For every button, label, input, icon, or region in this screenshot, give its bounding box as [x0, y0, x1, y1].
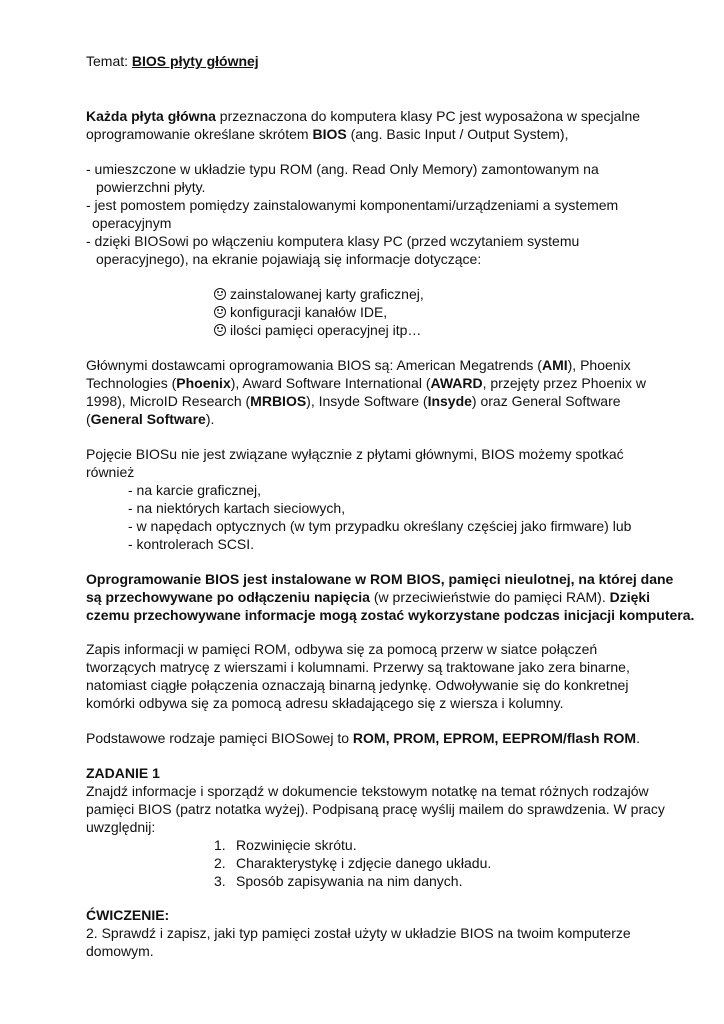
smiley-item [214, 321, 421, 339]
rom-line: tworzących matrycę z wierszami i kolumnami. Przerwy są traktowane jako zera binarne, [86, 659, 630, 675]
numbered-item: 3. Sposób zapisywania na nim danych. [214, 873, 463, 889]
smiley-item [214, 303, 387, 321]
vendors-line: Głównymi dostawcami oprogramowania BIOS są: American Megatrends (AMI), Phoenix [86, 357, 631, 373]
intro-bold: BIOS [312, 126, 347, 142]
rom-line: Zapis informacji w pamięci ROM, odbywa się za pomocą przerw w siatce połączeń [86, 641, 598, 657]
smiley-item [214, 285, 424, 303]
places-item: - kontrolerach SCSI. [128, 536, 255, 552]
rom-line: komórki odbywa się za pomocą adresu składającego się z wiersza i kolumny. [86, 695, 564, 711]
smiley-icon [214, 288, 226, 300]
types-line: Podstawowe rodzaje pamięci BIOSowej to ROM, PROM, EPROM, EEPROM/flash ROM. [86, 730, 640, 746]
smiley-icon [214, 306, 226, 318]
places-item: - na niektórych kartach sieciowych, [128, 500, 346, 516]
bullet-line: operacyjnego), na ekranie pojawiają się informacje dotyczące: [96, 251, 482, 267]
task-line: Znajdź informacje i sporządź w dokumencie tekstowym notatkę na temat różnych rodzajów [86, 783, 649, 799]
smiley-item-text: ilości pamięci operacyjnej itp… [230, 322, 422, 338]
smiley-item-text: konfiguracji kanałów IDE, [230, 304, 388, 320]
exercise-line: 2. Sprawdź i zapisz, jaki typ pamięci został użyty w układzie BIOS na twoim komputerze [86, 925, 631, 941]
task-line: pamięci BIOS (patrz notatka wyżej). Podpisaną pracę wyślij mailem do sprawdzenia. W pracy [86, 801, 665, 817]
topic-label: Temat: [86, 53, 129, 69]
smiley-icon [214, 324, 226, 336]
places-line: Pojęcie BIOSu nie jest związane wyłącznie z płytami głównymi, BIOS możemy spotkać [86, 446, 624, 462]
intro-text: przeznaczona do komputera klasy PC jest wyposażona w specjalne [215, 108, 641, 124]
exercise-heading: ĆWICZENIE: [86, 907, 170, 923]
task-line: uwzględnij: [86, 819, 156, 835]
intro-text: (ang. Basic Input / Output System), [346, 126, 569, 142]
install-line: czemu przechowywane informacje mogą zostać wykorzystane podczas inicjacji komputera. [86, 607, 695, 623]
install-line: są przechowywane po odłączeniu napięcia (w przeciwieństwie do pamięci RAM). Dzięki [86, 589, 651, 605]
places-item: - na karcie graficznej, [128, 482, 262, 498]
rom-line: natomiast ciągłe połączenia oznaczają binarną jedynkę. Odwoływanie się do konkretnej [86, 677, 629, 693]
bullet-line: operacyjnym [92, 215, 172, 231]
intro-line-2 [86, 125, 568, 143]
intro-bold: Każda płyta główna [86, 108, 216, 124]
bullet-line: - umieszczone w układzie typu ROM (ang. Read Only Memory) zamontowanym na [86, 161, 599, 177]
places-line: również [86, 464, 135, 480]
intro-text: oprogramowanie określane skrótem [86, 126, 313, 142]
vendors-line: 1998), MicroID Research (MRBIOS), Insyde Software (Insyde) oraz General Software [86, 393, 621, 409]
task-heading: ZADANIE 1 [86, 765, 160, 781]
smiley-item-text: zainstalowanej karty graficznej, [230, 286, 424, 302]
vendors-line: Technologies (Phoenix), Award Software International (AWARD, przejęty przez Phoenix w [86, 375, 647, 391]
topic-line [86, 52, 259, 70]
intro-line-1 [86, 107, 640, 125]
bullet-line: powierzchni płyty. [96, 179, 206, 195]
numbered-item: 2. Charakterystykę i zdjęcie danego układu. [214, 855, 492, 871]
exercise-line: domowym. [86, 943, 154, 959]
topic-title: BIOS płyty głównej [131, 53, 259, 69]
bullet-line: - jest pomostem pomiędzy zainstalowanymi komponentami/urządzeniami a systemem [86, 197, 619, 213]
install-line: Oprogramowanie BIOS jest instalowane w ROM BIOS, pamięci nieulotnej, na której dane [86, 571, 674, 587]
places-item: - w napędach optycznych (w tym przypadku określany częściej jako firmware) lub [128, 518, 632, 534]
vendors-line: (General Software). [86, 411, 215, 427]
numbered-item: 1. Rozwinięcie skrótu. [214, 837, 357, 853]
bullet-line: - dzięki BIOSowi po włączeniu komputera klasy PC (przed wczytaniem systemu [86, 233, 580, 249]
